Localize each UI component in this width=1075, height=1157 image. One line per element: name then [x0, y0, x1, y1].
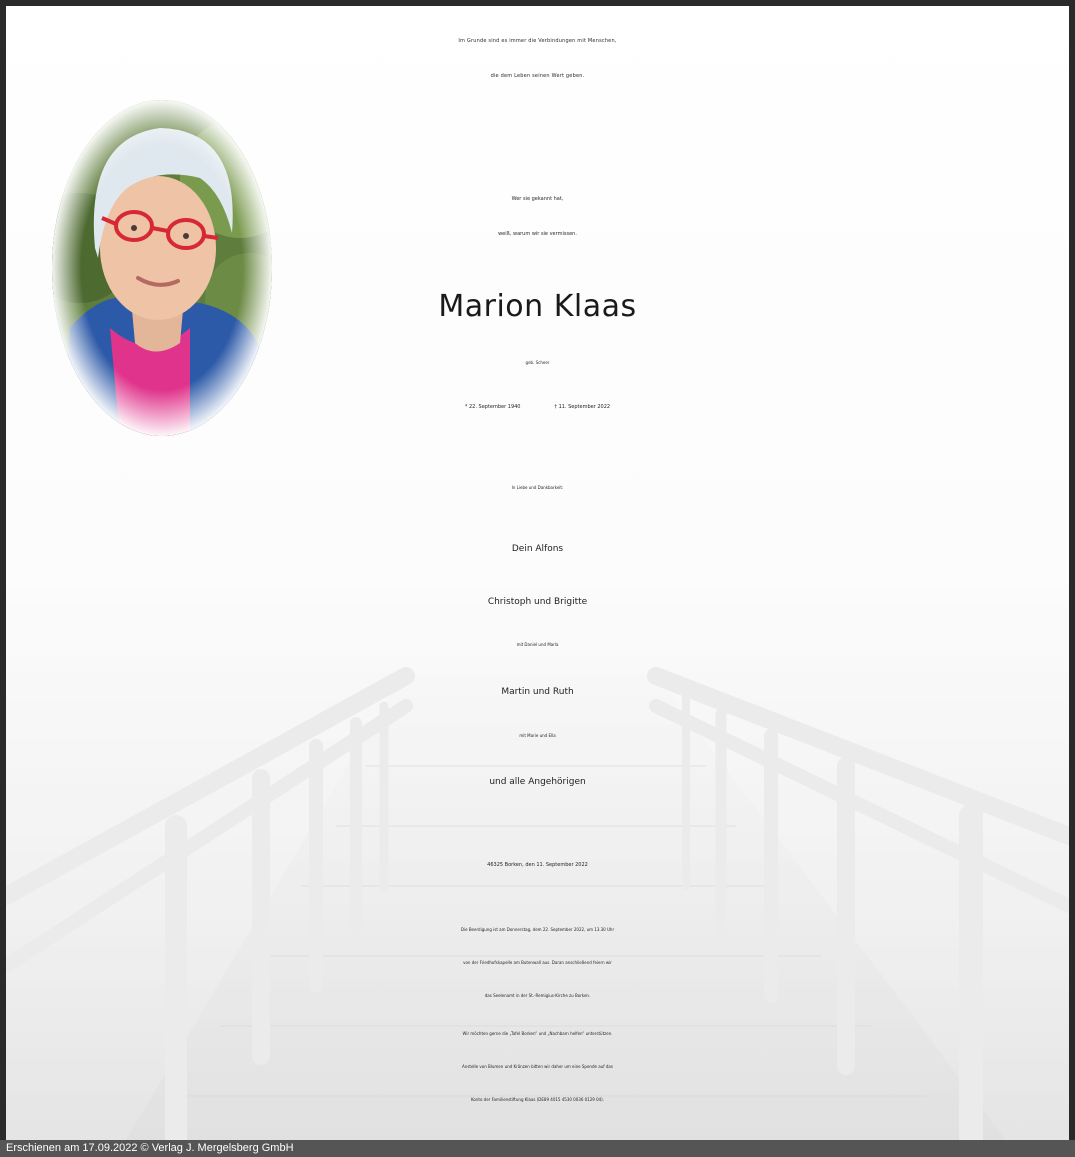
- mourner-line-6: und alle Angehörigen: [489, 777, 586, 787]
- donation-line-3: Konto der Familienstiftung Klaas (DE89 4015 4530 0036 0129 04).: [470, 1097, 605, 1102]
- birth-name: geb. Scheer: [525, 360, 550, 365]
- publication-footer: Erschienen am 17.09.2022 © Verlag J. Mergelsberg GmbH: [0, 1140, 1075, 1157]
- life-dates: [6, 404, 1069, 410]
- mourner-line-2: Christoph und Brigitte: [487, 597, 588, 607]
- verse-line-2: weiß, warum wir sie vermissen.: [498, 231, 577, 237]
- verse-line-1: Wer sie gekannt hat,: [511, 196, 564, 202]
- funeral-line-2: von der Friedhofskapelle am Butenwall aus. Daran anschließend feiern wir: [463, 960, 612, 965]
- portrait-photo: [50, 98, 274, 438]
- quote-line-2: die dem Leben seinen Wert geben.: [490, 73, 585, 79]
- mourner-line-4: Martin und Ruth: [501, 687, 574, 697]
- birth-date: * 22. September 1940: [464, 404, 521, 410]
- donation-line-1: Wir möchten gerne die „Tafel Borken“ und „Nachbarn helfen“ unterstützen.: [462, 1031, 613, 1036]
- place-and-date: 46325 Borken, den 11. September 2022: [487, 862, 588, 868]
- funeral-line-3: das Seelenamt in der St.-Remigius-Kirche zu Borken.: [484, 993, 591, 998]
- funeral-line-1: Die Beerdigung ist am Donnerstag, dem 22. September 2022, um 13.30 Uhr: [460, 927, 615, 932]
- death-date: † 11. September 2022: [554, 404, 611, 410]
- deceased-name: Marion Klaas: [438, 289, 637, 324]
- mourner-line-5: mit Marie und Ella: [519, 733, 556, 738]
- donation-line-2: Anstelle von Blumen und Kränzen bitten wir daher um eine Spende auf das: [462, 1064, 613, 1069]
- quote-line-1: Im Grunde sind es immer die Verbindungen mit Menschen,: [458, 38, 617, 44]
- thanks-intro: In Liebe und Dankbarkeit:: [511, 485, 564, 490]
- mourner-line-3: mit Daniel und Marla: [516, 642, 559, 647]
- mourner-line-1: Dein Alfons: [511, 544, 564, 554]
